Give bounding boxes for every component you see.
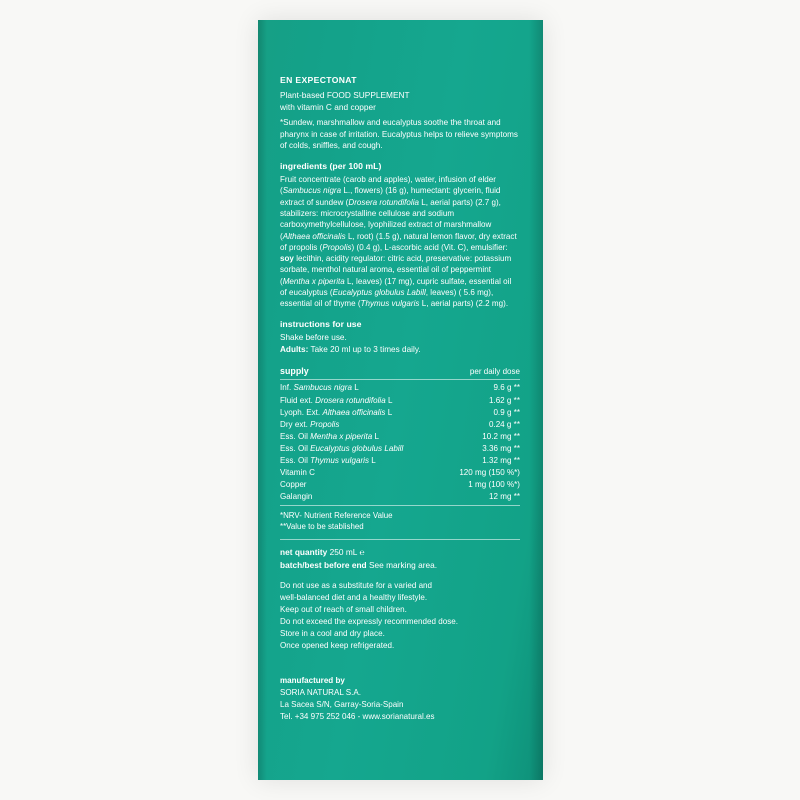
- supply-row-value: 9.6 g **: [493, 383, 520, 393]
- instructions-adults-text: Take 20 ml up to 3 times daily.: [310, 345, 421, 354]
- warning-line: Do not exceed the expressly recommended dose.: [280, 617, 459, 627]
- supply-table-bottom-rule: [280, 505, 520, 506]
- supply-row: [280, 455, 520, 467]
- instructions-line-1: Shake before use.: [280, 333, 347, 342]
- supply-row-value: 1.62 g **: [488, 395, 520, 405]
- supply-table-header: [280, 366, 520, 377]
- supply-row: [280, 382, 520, 394]
- supply-row-name: Vitamin C: [280, 468, 315, 478]
- supply-row-name: Ess. Oil Mentha x piperita L: [280, 431, 379, 441]
- instructions-adults-line: [280, 344, 520, 356]
- supply-row-value: 12 mg **: [488, 492, 520, 502]
- supply-row-name: Dry ext. Propolis: [280, 419, 340, 429]
- supply-row-value: 1 mg (100 %*): [468, 480, 520, 490]
- supply-row-name: Galangin: [280, 492, 313, 502]
- supply-notes: [280, 510, 520, 532]
- supply-row: [280, 443, 520, 455]
- manufactured-by-label: manufactured by: [280, 676, 345, 685]
- supply-row-value: 3.36 mg **: [482, 443, 520, 453]
- instructions-adults-label: Adults:: [280, 345, 309, 354]
- supply-row: [280, 479, 520, 491]
- supply-row-value: 0.24 g **: [488, 419, 520, 429]
- supply-row: [280, 395, 520, 407]
- net-quantity-line: [280, 546, 520, 558]
- net-quantity-label: net quantity: [280, 547, 328, 558]
- supply-row: [280, 407, 520, 419]
- supply-row-name: Ess. Oil Thymus vulgaris L: [280, 455, 376, 465]
- warning-line: Once opened keep refrigerated.: [280, 641, 395, 651]
- ingredients-text: Fruit concentrate (carob and apples), water, infusion of elder (Sambucus nigra L., flowers) (16 g), humectant: glycerin, fluid extract of sundew (Drosera rotundifolia L, aerial parts) (2.7 g), stabilizers: microcrystalline cellulose and sodium carboxymethylcellulose, lyophilized extract of marshmallow (Althaea officinalis L, root) (1.5 g), natural lemon flavor, dry extract of propolis (Propolis) (0.4 g), L-ascorbic acid (Vit. C), emulsifier: soy lecithin, acidity regulator: citric acid, preservative: potassium sorbate, menthol natural aroma, essential oil of peppermint (Mentha x piperita L, leaves) (17 mg), cupric sulfate, essential oil of eucalyptus (Eucalyptus globulus Labill, leaves) ( 5.6 mg), essential oil of thyme (Thymus vulgaris L, aerial parts) (2.2 mg).: [280, 175, 517, 309]
- supply-row-value: 10.2 mg **: [482, 431, 520, 441]
- product-type-line-2: with vitamin C and copper: [280, 101, 376, 112]
- manufacturer-block: [280, 675, 520, 723]
- warning-line: well-balanced diet and a healthy lifestyle.: [280, 593, 428, 603]
- manufacturer-contact: Tel. +34 975 252 046 - www.sorianatural.es: [280, 712, 435, 721]
- warning-line: Keep out of reach of small children.: [280, 605, 407, 615]
- supply-column-header: per daily dose: [469, 367, 520, 376]
- supply-row: [280, 431, 520, 443]
- supply-row-name: Ess. Oil Eucalyptus globulus Labill: [280, 443, 404, 453]
- supply-row-name: Lyoph. Ext. Althaea officinalis L: [280, 407, 393, 417]
- batch-line: [280, 559, 520, 571]
- brand-title: EN EXPECTONAT: [280, 75, 357, 85]
- product-package-panel: [258, 20, 543, 780]
- note-value-to-be-established: **Value to be stablished: [280, 522, 364, 532]
- supply-row-value: 120 mg (150 %*): [459, 468, 520, 478]
- net-quantity-value: 250 mL ℮: [329, 547, 365, 558]
- warning-line: Do not use as a substitute for a varied and: [280, 581, 433, 591]
- supply-row: [280, 467, 520, 479]
- supply-row-name: Copper: [280, 480, 307, 490]
- supply-table-rows: [280, 382, 520, 503]
- manufacturer-address: La Sacea S/N, Garray-Soria-Spain: [280, 700, 404, 709]
- instructions-heading: instructions for use: [280, 318, 362, 329]
- supply-row-name: Inf. Sambucus nigra L: [280, 383, 359, 393]
- product-type-line-1: Plant-based FOOD SUPPLEMENT: [280, 90, 410, 101]
- batch-value: See marking area.: [368, 559, 438, 570]
- supply-table-top-rule: [280, 379, 520, 380]
- supply-row-value: 0.9 g **: [493, 407, 520, 417]
- supply-row: [280, 491, 520, 503]
- supply-row-name: Fluid ext. Drosera rotundifolia L: [280, 395, 393, 405]
- batch-label: batch/best before end: [280, 559, 367, 570]
- supply-row: [280, 419, 520, 431]
- supply-row-value: 1.32 mg **: [482, 455, 520, 465]
- ingredients-heading: ingredients (per 100 mL): [280, 160, 382, 171]
- package-label-content: [280, 75, 520, 652]
- warning-line: Store in a cool and dry place.: [280, 629, 385, 639]
- supply-heading: supply: [280, 366, 309, 376]
- manufacturer-name: SORIA NATURAL S.A.: [280, 688, 361, 697]
- health-claim-text: *Sundew, marshmallow and eucalyptus soothe the throat and pharynx in case of irritation. Eucalyptus helps to relieve symptoms of colds, sniffles, and cough.: [280, 118, 518, 151]
- warnings-block: [280, 580, 520, 652]
- net-quantity-divider: [280, 539, 520, 540]
- note-nrv: *NRV- Nutrient Reference Value: [280, 511, 393, 521]
